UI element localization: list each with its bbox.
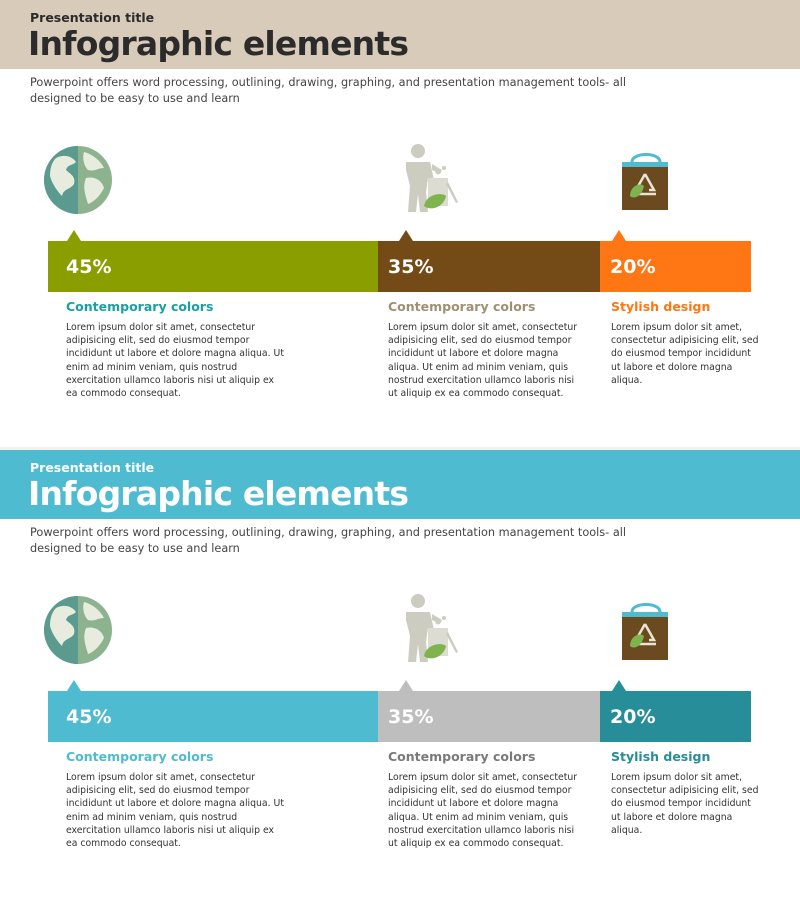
- bar-pointer: [612, 680, 626, 691]
- globe-icon: [42, 594, 114, 666]
- intro-text: Powerpoint offers word processing, outlining, drawing, graphing, and presentation management tools- all designed to be easy to use and learn: [30, 76, 627, 105]
- segment-bar-20: [600, 691, 751, 742]
- header-band: [0, 0, 800, 69]
- recycle-bag-icon: [620, 602, 672, 662]
- bar-pointer: [67, 230, 81, 241]
- column-body: Lorem ipsum dolor sit amet, consectetur adipisicing elit, sed do eiusmod tempor incididunt ut labore et dolore magna aliqua. Ut enim ad minim veniam, quis nostrud exercitation ullamco laboris nisi ut aliquip ex ea commodo consequat.: [66, 772, 284, 850]
- bar-pointer: [612, 230, 626, 241]
- segment-bar-45: [48, 241, 378, 292]
- header-band: [0, 450, 800, 519]
- column-body: Lorem ipsum dolor sit amet, consectetur adipisicing elit, sed do eiusmod tempor incididunt ut labore et dolore magna aliqua. Ut enim ad minim veniam, quis nostrud exercitation ullamco laboris nisi ut aliquip ex ea commodo consequat.: [66, 322, 284, 400]
- segment-bar-20: [600, 241, 751, 292]
- page-title: Infographic elements: [28, 24, 409, 63]
- percent-label: 45%: [66, 255, 112, 278]
- column-heading: Contemporary colors: [388, 749, 536, 764]
- segment-bar-35: [378, 691, 600, 742]
- segment-bar-45: [48, 691, 378, 742]
- percent-label: 35%: [388, 705, 434, 728]
- column-body: Lorem ipsum dolor sit amet, consectetur adipisicing elit, sed do eiusmod tempor incididunt ut labore et dolore magna aliqua. Ut enim ad minim veniam, quis nostrud exercitation ullamco laboris nisi ut aliquip ex ea commodo consequat.: [388, 772, 578, 850]
- intro-text: Powerpoint offers word processing, outlining, drawing, graphing, and presentation management tools- all designed to be easy to use and learn: [30, 526, 627, 555]
- column-heading: Stylish design: [611, 749, 711, 764]
- page-title: Infographic elements: [28, 474, 409, 513]
- segment-bar-35: [378, 241, 600, 292]
- column-body: Lorem ipsum dolor sit amet, consectetur adipisicing elit, sed do eiusmod tempor incididunt ut labore et dolore magna aliqua. Ut enim ad minim veniam, quis nostrud exercitation ullamco laboris nisi ut aliquip ex ea commodo consequat.: [388, 322, 578, 400]
- column-heading: Stylish design: [611, 299, 711, 314]
- percent-label: 20%: [610, 255, 656, 278]
- column-body: Lorem ipsum dolor sit amet, consectetur adipisicing elit, sed do eiusmod tempor incididunt ut labore et dolore magna aliqua.: [611, 322, 759, 386]
- bar-pointer: [399, 230, 413, 241]
- column-heading: Contemporary colors: [66, 299, 214, 314]
- recycle-bag-icon: [620, 152, 672, 212]
- recycling-person-icon: [398, 142, 464, 216]
- globe-icon: [42, 144, 114, 216]
- percent-label: 45%: [66, 705, 112, 728]
- bar-pointer: [399, 680, 413, 691]
- presentation-subtitle: Presentation title: [30, 460, 155, 475]
- column-heading: Contemporary colors: [66, 749, 214, 764]
- presentation-subtitle: Presentation title: [30, 10, 155, 25]
- column-heading: Contemporary colors: [388, 299, 536, 314]
- bar-pointer: [67, 680, 81, 691]
- infographic-panel-2: [0, 450, 800, 900]
- percent-label: 35%: [388, 255, 434, 278]
- column-body: Lorem ipsum dolor sit amet, consectetur adipisicing elit, sed do eiusmod tempor incididunt ut labore et dolore magna aliqua.: [611, 772, 759, 836]
- percent-label: 20%: [610, 705, 656, 728]
- recycling-person-icon: [398, 592, 464, 666]
